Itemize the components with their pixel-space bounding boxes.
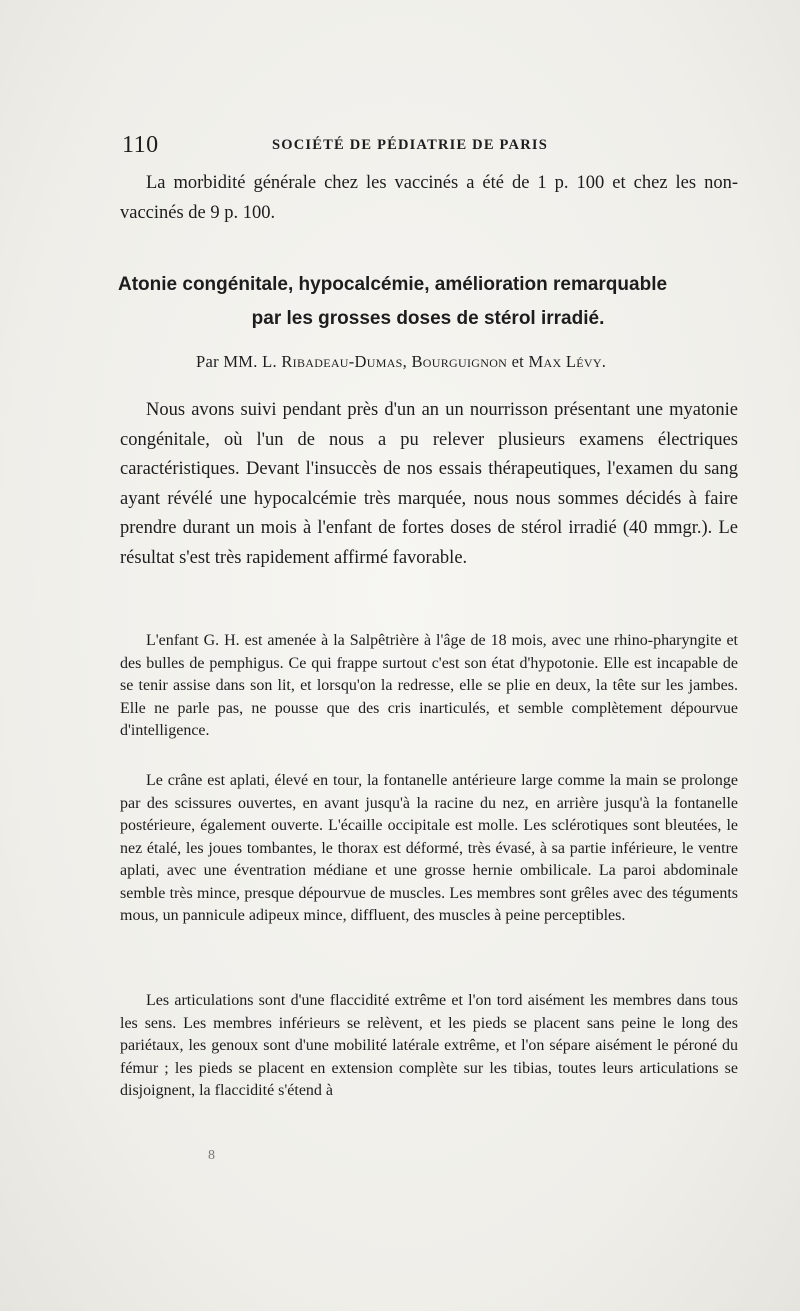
intro-paragraph: La morbidité générale chez les vaccinés a été de 1 p. 100 et chez les non-vaccinés de 9 p. 100.: [120, 173, 738, 223]
paragraph-intro-case: Nous avons suivi pendant près d'un an un nourrisson présentant une myatonie congénitale, où l'un de nous a pu relever plusieurs examens électriques caractéristiques. Devant l'insuccès de nos essais thérapeutiques, l'examen du sang ayant révélé une hypocalcémie très marquée, nous nous sommes décidés à faire prendre durant un mois à l'enfant de fortes doses de stérol irradié (40 mmgr.). Le résultat s'est très rapidement affirmé favorable.: [120, 400, 738, 568]
article-title: [118, 268, 738, 336]
paragraph-articulations: Les articulations sont d'une flaccidité extrême et l'on tord aisément les membres dans tous les sens. Les membres inférieurs se relèvent, et les pieds se placent sans peine le long des pariétaux, les genoux sont d'une mobilité latérale extrême, et l'on sépare aisément le péroné du fémur ; les pieds se placent en extension complète sur les tibias, toutes leurs articulations se disjoignent, la flaccidité s'étend à: [120, 992, 738, 1099]
running-title: SOCIÉTÉ DE PÉDIATRIE DE PARIS: [272, 137, 548, 153]
page-number: 110: [122, 132, 159, 158]
signature-mark: 8: [208, 1148, 215, 1163]
authors-connector: et: [511, 352, 525, 371]
authors-prefix: Par MM.: [196, 352, 258, 371]
authors-last: Max Lévy.: [528, 352, 607, 371]
article-authors: [196, 352, 736, 372]
paragraph-patient-admission: L'enfant G. H. est amenée à la Salpêtrière à l'âge de 18 mois, avec une rhino-pharyngite et des bulles de pemphigus. Ce qui frappe surtout c'est son état d'hypotonie. Elle est incapable de se tenir assise dans son lit, et lorsqu'on la redresse, elle se plie en deux, la tête sur les jambes. Elle ne parle pas, ne pousse que des cris inarticulés, et semble complètement dépourvue d'intelligence.: [120, 632, 738, 739]
authors-names: L. Ribadeau-Dumas, Bourguignon: [262, 352, 508, 371]
article-title-line2: par les grosses doses de stérol irradié.: [251, 308, 605, 329]
article-title-line1: Atonie congénitale, hypocalcémie, amélioration remarquable: [118, 274, 668, 295]
paragraph-physical-exam: Le crâne est aplati, élevé en tour, la fontanelle antérieure large comme la main se prolonge par des scissures ouvertes, en avant jusqu'à la racine du nez, en arrière jusqu'à la fontanelle postérieure, également ouverte. L'écaille occipitale est molle. Les sclérotiques sont bleutées, le nez étalé, les joues tombantes, le thorax est déformé, très évasé, à sa partie inférieure, le ventre aplati, avec une éventration médiane et une grosse hernie ombilicale. La paroi abdominale semble très mince, presque dépourvue de muscles. Les membres sont grêles avec des téguments mous, un pannicule adipeux mince, diffluent, des muscles à peine perceptibles.: [120, 772, 738, 924]
page-header: [122, 132, 740, 162]
